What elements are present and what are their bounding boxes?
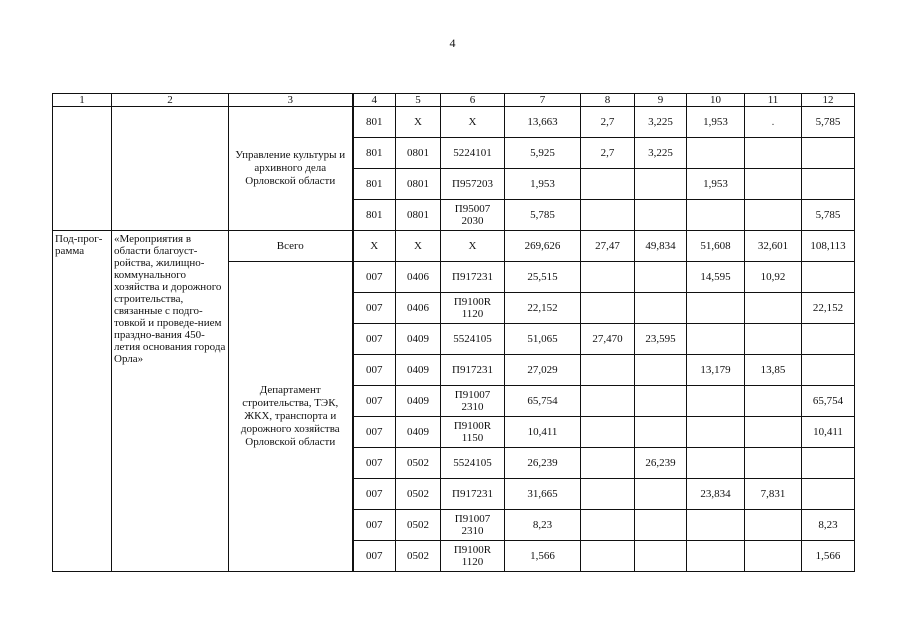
cell-c9 bbox=[635, 386, 687, 417]
cell-c8: 27,470 bbox=[581, 324, 635, 355]
cell-c8: 27,47 bbox=[581, 231, 635, 262]
cell-c5: 0502 bbox=[396, 541, 441, 572]
total-label: Всего bbox=[229, 231, 353, 262]
cell-c7: 1,566 bbox=[505, 541, 581, 572]
cell-c11: 7,831 bbox=[745, 479, 802, 510]
cell-c6: П91007 2310 bbox=[441, 510, 505, 541]
cell-c4: 801 bbox=[353, 107, 396, 138]
column-number-row bbox=[53, 94, 855, 107]
cell-c10 bbox=[687, 448, 745, 479]
cell-c5: 0406 bbox=[396, 293, 441, 324]
cell-c10 bbox=[687, 510, 745, 541]
cell-c7: 65,754 bbox=[505, 386, 581, 417]
cell-c10: 13,179 bbox=[687, 355, 745, 386]
cell-c12 bbox=[802, 448, 855, 479]
cell-c10 bbox=[687, 200, 745, 231]
cell-c6: 5224101 bbox=[441, 138, 505, 169]
column-header: 9 bbox=[635, 94, 687, 107]
cell-c10 bbox=[687, 324, 745, 355]
column-header: 10 bbox=[687, 94, 745, 107]
empty-cell bbox=[53, 107, 112, 231]
cell-c4: 801 bbox=[353, 200, 396, 231]
cell-c4: 007 bbox=[353, 324, 396, 355]
cell-c7: 25,515 bbox=[505, 262, 581, 293]
cell-c12: 10,411 bbox=[802, 417, 855, 448]
cell-c9: 23,595 bbox=[635, 324, 687, 355]
cell-c11 bbox=[745, 169, 802, 200]
cell-c10 bbox=[687, 138, 745, 169]
cell-c10 bbox=[687, 541, 745, 572]
cell-c8: 2,7 bbox=[581, 107, 635, 138]
cell-c12: 5,785 bbox=[802, 107, 855, 138]
column-header: 3 bbox=[229, 94, 353, 107]
cell-c5: X bbox=[396, 107, 441, 138]
cell-c5: 0502 bbox=[396, 510, 441, 541]
column-header: 11 bbox=[745, 94, 802, 107]
cell-c4: 007 bbox=[353, 479, 396, 510]
cell-c12: 65,754 bbox=[802, 386, 855, 417]
cell-c11 bbox=[745, 200, 802, 231]
cell-c7: 10,411 bbox=[505, 417, 581, 448]
cell-c9: 3,225 bbox=[635, 107, 687, 138]
column-header: 2 bbox=[112, 94, 229, 107]
cell-c11: 32,601 bbox=[745, 231, 802, 262]
budget-table bbox=[52, 93, 855, 572]
cell-c8 bbox=[581, 541, 635, 572]
cell-c4: 007 bbox=[353, 293, 396, 324]
cell-c9 bbox=[635, 541, 687, 572]
cell-c8 bbox=[581, 200, 635, 231]
cell-c6: П9100R 1120 bbox=[441, 541, 505, 572]
subprogram-label: Под-прог-рамма bbox=[53, 231, 112, 572]
column-header: 12 bbox=[802, 94, 855, 107]
cell-c6: X bbox=[441, 231, 505, 262]
cell-c8 bbox=[581, 293, 635, 324]
cell-c6: П917231 bbox=[441, 355, 505, 386]
cell-c12 bbox=[802, 138, 855, 169]
cell-c9: 3,225 bbox=[635, 138, 687, 169]
cell-c9 bbox=[635, 417, 687, 448]
column-header: 7 bbox=[505, 94, 581, 107]
cell-c5: 0409 bbox=[396, 355, 441, 386]
cell-c8 bbox=[581, 262, 635, 293]
cell-c7: 27,029 bbox=[505, 355, 581, 386]
cell-c6: П95007 2030 bbox=[441, 200, 505, 231]
column-header: 5 bbox=[396, 94, 441, 107]
cell-c5: 0502 bbox=[396, 448, 441, 479]
cell-c9: 26,239 bbox=[635, 448, 687, 479]
cell-c12 bbox=[802, 479, 855, 510]
cell-c10: 1,953 bbox=[687, 107, 745, 138]
cell-c9 bbox=[635, 293, 687, 324]
cell-c5: X bbox=[396, 231, 441, 262]
cell-c9 bbox=[635, 510, 687, 541]
cell-c8 bbox=[581, 169, 635, 200]
cell-c7: 22,152 bbox=[505, 293, 581, 324]
column-header: 8 bbox=[581, 94, 635, 107]
cell-c9 bbox=[635, 355, 687, 386]
cell-c7: 31,665 bbox=[505, 479, 581, 510]
cell-c12: 8,23 bbox=[802, 510, 855, 541]
cell-c11 bbox=[745, 448, 802, 479]
cell-c12: 22,152 bbox=[802, 293, 855, 324]
cell-c11 bbox=[745, 510, 802, 541]
cell-c8 bbox=[581, 479, 635, 510]
cell-c7: 269,626 bbox=[505, 231, 581, 262]
cell-c8 bbox=[581, 386, 635, 417]
cell-c7: 26,239 bbox=[505, 448, 581, 479]
cell-c6: П9100R 1150 bbox=[441, 417, 505, 448]
cell-c10 bbox=[687, 417, 745, 448]
cell-c8 bbox=[581, 448, 635, 479]
cell-c4: 007 bbox=[353, 417, 396, 448]
cell-c9 bbox=[635, 262, 687, 293]
cell-c6: 5524105 bbox=[441, 324, 505, 355]
cell-c5: 0801 bbox=[396, 200, 441, 231]
cell-c4: 007 bbox=[353, 541, 396, 572]
cell-c5: 0801 bbox=[396, 169, 441, 200]
cell-c12 bbox=[802, 169, 855, 200]
cell-c8 bbox=[581, 417, 635, 448]
page-number: 4 bbox=[449, 36, 456, 50]
cell-c6: П9100R 1120 bbox=[441, 293, 505, 324]
cell-c12: 1,566 bbox=[802, 541, 855, 572]
cell-c8 bbox=[581, 355, 635, 386]
cell-c5: 0409 bbox=[396, 417, 441, 448]
cell-c4: 801 bbox=[353, 138, 396, 169]
column-header: 1 bbox=[53, 94, 112, 107]
cell-c7: 13,663 bbox=[505, 107, 581, 138]
cell-c9 bbox=[635, 200, 687, 231]
cell-c5: 0409 bbox=[396, 386, 441, 417]
cell-c11 bbox=[745, 324, 802, 355]
cell-c6: 5524105 bbox=[441, 448, 505, 479]
cell-c8: 2,7 bbox=[581, 138, 635, 169]
cell-c6: П917231 bbox=[441, 479, 505, 510]
cell-c7: 5,925 bbox=[505, 138, 581, 169]
subprogram-title: «Мероприятия в области благоуст-ройства, жилищно-коммунального хозяйства и дорожного строительства, связанные с подго-товкой и проведе-нием праздно-вания 450-летия основания города Орла» bbox=[112, 231, 229, 572]
cell-c5: 0502 bbox=[396, 479, 441, 510]
cell-c7: 51,065 bbox=[505, 324, 581, 355]
cell-c6: П917231 bbox=[441, 262, 505, 293]
cell-c4: 801 bbox=[353, 169, 396, 200]
cell-c9 bbox=[635, 479, 687, 510]
cell-c12: 108,113 bbox=[802, 231, 855, 262]
cell-c6: П91007 2310 bbox=[441, 386, 505, 417]
cell-c10 bbox=[687, 386, 745, 417]
cell-c7: 5,785 bbox=[505, 200, 581, 231]
cell-c10: 23,834 bbox=[687, 479, 745, 510]
cell-c12 bbox=[802, 355, 855, 386]
cell-c8 bbox=[581, 510, 635, 541]
cell-c4: 007 bbox=[353, 448, 396, 479]
cell-c11 bbox=[745, 386, 802, 417]
cell-c6: X bbox=[441, 107, 505, 138]
cell-c7: 8,23 bbox=[505, 510, 581, 541]
cell-c9: 49,834 bbox=[635, 231, 687, 262]
cell-c11: . bbox=[745, 107, 802, 138]
cell-c11: 13,85 bbox=[745, 355, 802, 386]
org-name-construction: Департамент строительства, ТЭК, ЖКХ, транспорта и дорожного хозяйства Орловской области bbox=[229, 262, 353, 572]
cell-c10 bbox=[687, 293, 745, 324]
cell-c11 bbox=[745, 293, 802, 324]
cell-c10: 51,608 bbox=[687, 231, 745, 262]
cell-c4: 007 bbox=[353, 355, 396, 386]
empty-cell bbox=[112, 107, 229, 231]
column-header: 4 bbox=[353, 94, 396, 107]
cell-c7: 1,953 bbox=[505, 169, 581, 200]
cell-c5: 0409 bbox=[396, 324, 441, 355]
cell-c12 bbox=[802, 262, 855, 293]
org-name-culture: Управление культуры и архивного дела Орловской области bbox=[229, 107, 353, 231]
cell-c11 bbox=[745, 138, 802, 169]
cell-c6: П957203 bbox=[441, 169, 505, 200]
cell-c4: X bbox=[353, 231, 396, 262]
cell-c5: 0801 bbox=[396, 138, 441, 169]
cell-c11 bbox=[745, 541, 802, 572]
cell-c4: 007 bbox=[353, 510, 396, 541]
cell-c11 bbox=[745, 417, 802, 448]
cell-c12 bbox=[802, 324, 855, 355]
cell-c10: 1,953 bbox=[687, 169, 745, 200]
table-row bbox=[53, 107, 855, 138]
cell-c4: 007 bbox=[353, 386, 396, 417]
column-header: 6 bbox=[441, 94, 505, 107]
cell-c9 bbox=[635, 169, 687, 200]
table-row-total bbox=[53, 231, 855, 262]
cell-c10: 14,595 bbox=[687, 262, 745, 293]
cell-c12: 5,785 bbox=[802, 200, 855, 231]
cell-c11: 10,92 bbox=[745, 262, 802, 293]
cell-c5: 0406 bbox=[396, 262, 441, 293]
cell-c4: 007 bbox=[353, 262, 396, 293]
